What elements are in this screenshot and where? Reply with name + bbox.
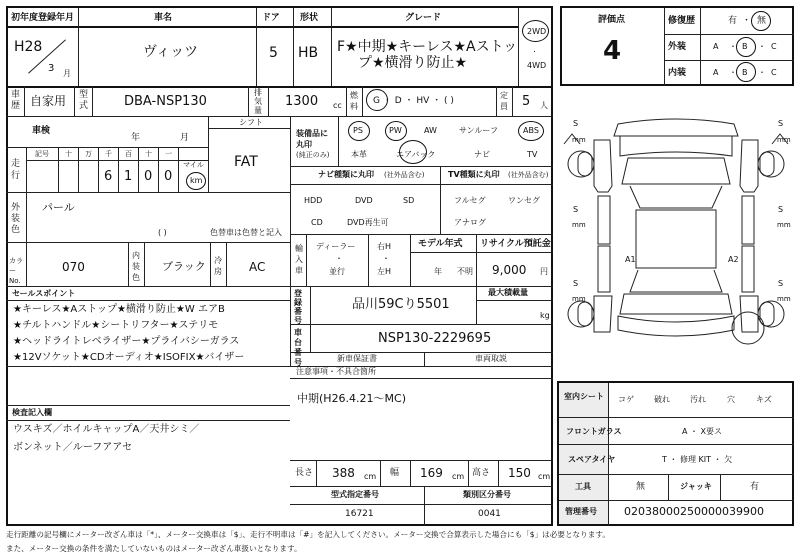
mileage-digit-2: 1: [124, 169, 133, 184]
tv-title: TV種類に丸印: [448, 170, 500, 179]
aircon-label: 冷房: [214, 256, 222, 276]
color-no-label: カラーNo.: [9, 257, 23, 285]
footer-line2: また、メーター交換の条件を満たしていないものはメーター改ざん車扱いとなります。: [6, 544, 302, 553]
chassis-value: NSP130-2229695: [378, 331, 492, 346]
disp-unit: cc: [333, 101, 342, 110]
height-label: 高さ: [472, 468, 491, 478]
repair-yes: 有: [728, 16, 738, 26]
aircon-value: AC: [249, 260, 266, 274]
import-label: 輸入車: [295, 244, 303, 275]
sales-point-line-4: ★12Vソケット★CDオーディオ★ISOFIX★バイザー: [13, 352, 245, 363]
registration-value: 品川59Cり5501: [352, 297, 450, 312]
recycle-unit: 円: [540, 267, 548, 276]
fuel-value: G ・ D ・ HV ・ ( ): [373, 96, 454, 106]
import-parallel: 並行: [329, 267, 345, 276]
seat-label: 室内シート: [564, 392, 604, 401]
equip-airbag: エアバック: [396, 150, 436, 159]
equipment-sublabel: (純正のみ): [296, 151, 330, 159]
first-reg-month: 3: [48, 63, 55, 74]
import-dot: ・: [335, 254, 343, 263]
first-reg-month-unit: 月: [63, 69, 71, 78]
car-name-label: 車名: [154, 13, 173, 23]
inspection-month: 月: [180, 133, 190, 143]
warranty-label: 新車保証書: [337, 354, 377, 363]
tv-oneseg: ワンセグ: [508, 196, 540, 205]
diagram-mm-br: mm: [777, 295, 791, 303]
max-load-label: 最大積載量: [488, 288, 528, 297]
interior-dot1: ・: [729, 68, 737, 77]
navi-dvd: DVD: [355, 196, 373, 205]
drive-sep: .: [533, 45, 536, 55]
inspection-label: 車検: [32, 126, 51, 136]
interior-c: C: [771, 68, 777, 77]
tools-value: 無: [636, 482, 646, 492]
mileage-label: 走行: [11, 159, 21, 181]
repair-no: 無: [757, 16, 767, 26]
inspection-year: 年: [131, 133, 141, 143]
mileage-mile: マイル: [183, 161, 204, 169]
class-code-value: 0041: [478, 509, 501, 519]
grade-line2: プ★横滑り防止★: [358, 55, 468, 71]
import-lh: 左H: [377, 267, 392, 276]
equip-aw: AW: [424, 126, 437, 135]
seat-scratch: キズ: [756, 395, 772, 404]
exterior-a: A: [713, 42, 719, 51]
drive-4wd: 4WD: [527, 61, 547, 70]
navi-sd: SD: [403, 196, 415, 205]
sales-point-line-1: ★キーレス★Aストップ★横滑り防止★W エアB: [13, 304, 225, 315]
capacity-unit: 人: [540, 101, 548, 110]
color-paren: ( ): [158, 228, 167, 237]
interior-color-value: ブラック: [162, 260, 206, 273]
interior-color-label: 内装色: [132, 251, 140, 282]
mileage-digit-4: 0: [164, 169, 173, 184]
model-year-label: モデル年式: [418, 239, 463, 249]
windshield-value: A ・ X要ス: [682, 427, 723, 436]
import-rh: 右H: [377, 242, 392, 251]
score-value: 4: [603, 36, 622, 66]
notes-value: 中期(H26.4.21〜MC): [297, 392, 407, 405]
registration-label: 登録番号: [294, 289, 302, 325]
car-name-value: ヴィッツ: [143, 44, 199, 60]
spare-value: T ・ 修理 KIT ・ 欠: [662, 455, 733, 464]
height-unit: cm: [538, 472, 551, 481]
width-label: 幅: [390, 468, 400, 478]
diagram-mm-ml: mm: [572, 221, 586, 229]
import-dot2: ・: [382, 254, 390, 263]
diagram-s-tl: S: [573, 119, 579, 128]
exterior-c: C: [771, 42, 777, 51]
repair-label: 修復歴: [668, 16, 696, 26]
sales-points-label: セールスポイント: [12, 289, 76, 298]
shift-value: FAT: [234, 154, 258, 170]
use-label: 車歴: [11, 90, 21, 111]
diagram-s-bl: S: [573, 279, 579, 288]
diagram-mm-bl: mm: [572, 295, 586, 303]
diagram-s-ml: S: [573, 205, 579, 214]
windshield-label: フロントガラス: [566, 427, 622, 436]
diagram-s-tr: S: [778, 119, 784, 128]
seat-burn: コゲ: [618, 395, 634, 404]
jack-label: ジャッキ: [680, 482, 712, 491]
seat-tear: 破れ: [654, 395, 670, 404]
equip-pw: PW: [389, 126, 402, 135]
first-reg-era: H28: [14, 39, 43, 55]
model-code-label: 型式指定番号: [331, 490, 379, 499]
sales-point-line-3: ★ヘッドライトレベライザー★プライバシーガラス: [13, 336, 240, 347]
tv-analog: アナログ: [454, 218, 486, 227]
grade-label: グレード: [405, 13, 442, 23]
equip-navi: ナビ: [474, 150, 490, 159]
jack-value: 有: [750, 482, 760, 492]
mileage-col-man: 万: [85, 150, 92, 158]
model-year-year: 年: [434, 267, 442, 276]
exterior-label: 外装: [668, 42, 687, 52]
length-label: 長さ: [295, 468, 314, 478]
seat-dirt: 汚れ: [690, 395, 706, 404]
mileage-digit-3: 0: [144, 169, 153, 184]
chassis-label: 車台番号: [294, 328, 302, 367]
color-note: 色替車は色替と記入: [210, 228, 282, 237]
diagram-mm-tr: mm: [777, 136, 791, 144]
spare-label: スペアタイヤ: [568, 455, 616, 464]
score-label: 評価点: [598, 15, 626, 25]
model-year-unknown: 不明: [457, 267, 473, 276]
fuel-label: 燃料: [350, 91, 358, 111]
diagram-a2: A2: [728, 255, 739, 264]
navi-sub: (社外品含む): [384, 171, 425, 179]
import-dealer: ディーラー: [316, 242, 356, 251]
management-label: 管理番号: [565, 507, 597, 516]
interior-a: A: [713, 68, 719, 77]
diagram-mm-mr: mm: [777, 221, 791, 229]
capacity-value: 5: [522, 94, 531, 109]
color-label: 外装色: [11, 203, 21, 235]
interior-label: 内装: [668, 68, 687, 78]
footer-line1: 走行距離の記号欄にメーター改ざん車は「*」、メーター交換車は「$」、走行不明車は「#」を記入してください。メーター交換で合算表示した場合にも「$」は必要となります。: [6, 530, 610, 539]
class-code-label: 類別区分番号: [463, 490, 511, 499]
length-unit: cm: [364, 472, 377, 481]
length-value: 388: [332, 466, 355, 480]
notes-label: 注意事項・不具合箇所: [296, 367, 376, 376]
equip-sunroof: サンルーフ: [459, 126, 498, 135]
mileage-col-hyaku: 百: [125, 150, 132, 158]
interior-dot2: ・: [758, 68, 766, 77]
equip-tv: TV: [527, 150, 538, 159]
diagram-mm-tl: mm: [572, 136, 586, 144]
mileage-digit-1: 6: [104, 169, 113, 184]
model-value: DBA-NSP130: [124, 94, 207, 109]
exterior-dot1: ・: [729, 42, 737, 51]
recycle-value: 9,000: [492, 263, 527, 277]
height-value: 150: [508, 466, 531, 480]
equip-leather: 本革: [351, 150, 367, 159]
equipment-label: 装備品に丸印: [296, 129, 328, 149]
mileage-col-ichi: 一: [165, 150, 172, 158]
exterior-dot2: ・: [758, 42, 766, 51]
disp-label: 排気量: [254, 88, 262, 115]
doors-value: 5: [269, 45, 278, 61]
equip-abs: ABS: [523, 126, 539, 135]
color-no-value: 070: [62, 260, 85, 274]
navi-hdd: HDD: [304, 196, 323, 205]
grade-line1: F★中期★キーレス★Aストッ: [337, 39, 518, 55]
recycle-label: リサイクル預託金: [480, 239, 551, 249]
mileage-col-ten-man: 十: [65, 150, 72, 158]
diagram-s-br: S: [778, 279, 784, 288]
mileage-km: km: [190, 176, 203, 185]
inspector-line2: ボンネット／ルーフアアセ: [13, 442, 133, 453]
mileage-col-sen: 千: [105, 150, 112, 158]
inspector-label: 検査記入欄: [12, 408, 52, 417]
tv-sub: (社外品含む): [508, 171, 549, 179]
shape-label: 形状: [300, 13, 319, 23]
manual-label: 車両取説: [475, 354, 507, 363]
tools-label: 工具: [575, 482, 591, 491]
navi-dvd-play: DVD再生可: [347, 218, 389, 227]
seat-hole: 穴: [727, 395, 735, 404]
inspector-line1: ウスキズ／ホイルキャップA／天井シミ／: [13, 424, 200, 435]
width-unit: cm: [452, 472, 465, 481]
mileage-col-ju: 十: [145, 150, 152, 158]
capacity-label: 定員: [500, 91, 508, 111]
interior-b: B: [742, 68, 748, 77]
mileage-col-symbol: 記号: [35, 150, 49, 158]
model-code-value: 16721: [345, 509, 374, 519]
management-value: 02038000250000039900: [624, 505, 764, 518]
tv-fullseg: フルセグ: [454, 196, 486, 205]
repair-dot: ・: [742, 16, 752, 26]
first-reg-label: 初年度登録年月: [11, 13, 75, 23]
model-label: 型式: [79, 90, 89, 111]
navi-title: ナビ種類に丸印: [318, 170, 374, 179]
max-load-unit: kg: [540, 311, 550, 320]
vehicle-diagram: [558, 96, 794, 380]
diagram-s-mr: S: [778, 205, 784, 214]
equip-ps: PS: [353, 126, 363, 135]
use-value: 自家用: [30, 94, 67, 108]
diagram-a1: A1: [625, 255, 636, 264]
width-value: 169: [420, 466, 443, 480]
disp-value: 1300: [285, 94, 319, 109]
door-label: ドア: [262, 13, 280, 23]
drive-2wd: 2WD: [527, 27, 547, 36]
exterior-b: B: [742, 42, 748, 51]
color-value: パール: [42, 201, 75, 214]
shift-label: シフト: [239, 118, 263, 127]
shape-value: HB: [298, 45, 319, 61]
bottom-right-label-shade: [559, 383, 608, 524]
navi-cd: CD: [311, 218, 323, 227]
sales-point-line-2: ★チルトハンドル★シートリフター★ステリモ: [13, 320, 219, 331]
